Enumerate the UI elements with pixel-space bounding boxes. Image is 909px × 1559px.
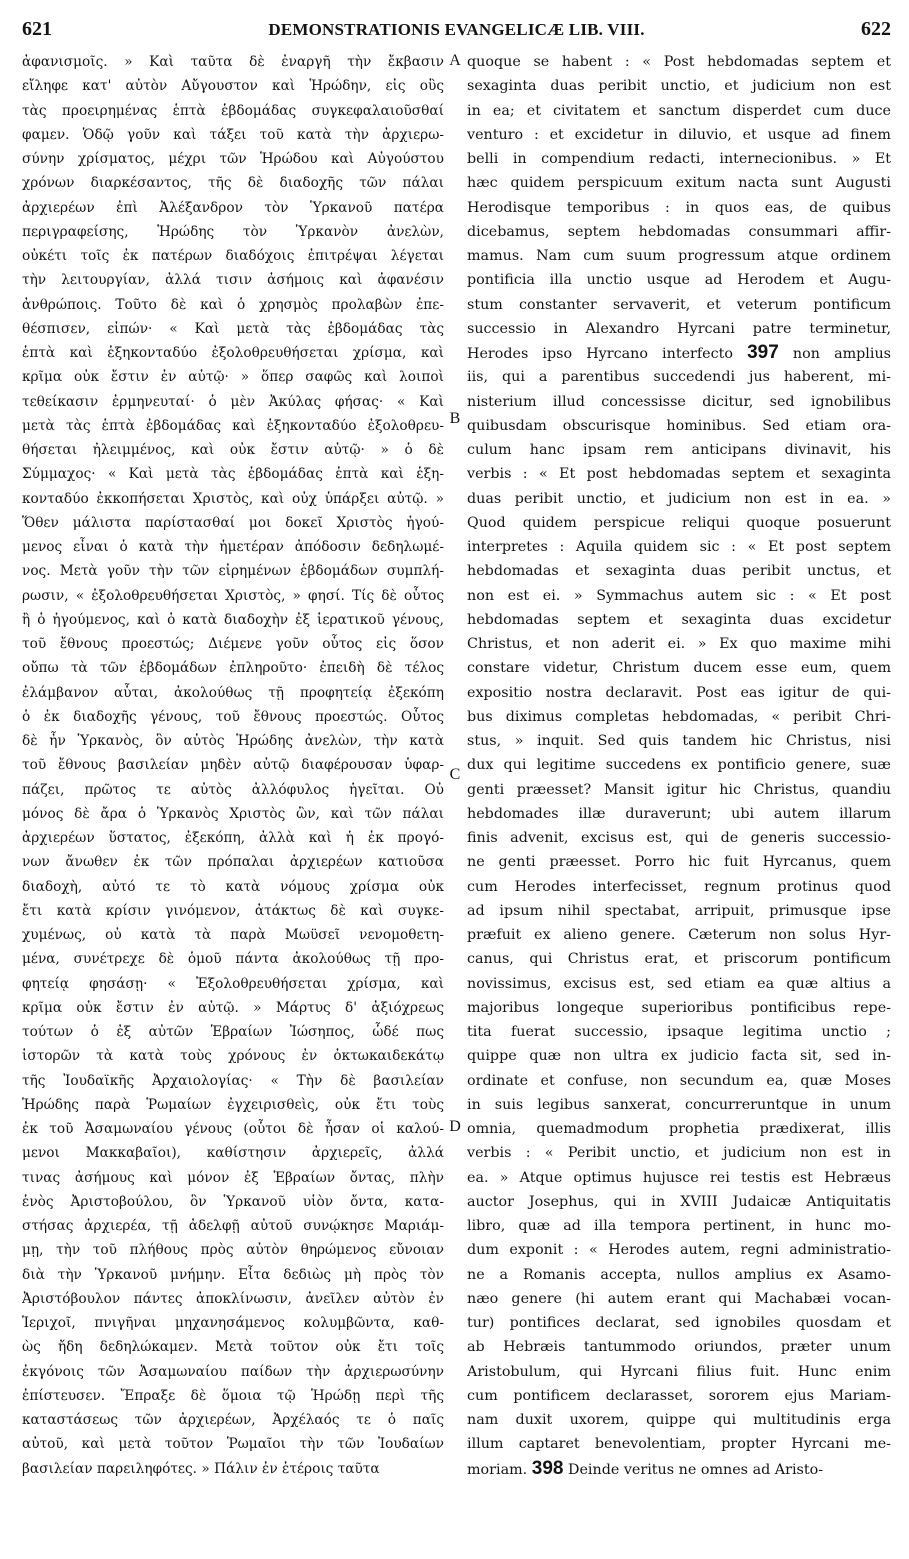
text-line: τεθείκασιν ἑρμηνευταί· ὁ μὲν Ἀκύλας φήσας· « Καὶ [22, 393, 444, 410]
text-line: χρόνων διαρκέσαντος, τῆς δὲ διαδοχῆς τῶν πάλαι [22, 175, 444, 192]
section-marker-b: B [449, 410, 461, 427]
edition-page-number: 397 [747, 342, 779, 363]
text-line: duas peribit unctio, et judicium non est in ea. » [467, 490, 891, 507]
text-line: ea. » Atque optimus hujusce rei testis est Hebræus [467, 1169, 891, 1186]
text-line: Ἀριστόβουλον πάντες ἀποκλίνωσιν, ἀνεῖλεν αὐτὸν ἐν [22, 1290, 444, 1307]
text-line: καταστάσεως τῶν ἀρχιερέων, Ἀρχέλαός τε ὁ παῖς [22, 1412, 444, 1428]
text-line: ἱστορῶν τὰ κατὰ τοὺς χρόνους ἐν ὀκτωκαιδεκάτῳ [22, 1048, 444, 1065]
text-line: illum captaret benevolentiam, propter Hyrcani me- [467, 1436, 891, 1453]
text-line: ordinate et confuse, non secundum ea, quæ Moses [467, 1072, 891, 1089]
text-line: bus diximus completas hebdomadas, « peribit Chri- [467, 708, 891, 725]
text-line [467, 341, 891, 365]
greek-column [22, 50, 444, 1481]
edition-page-number: 398 [531, 1457, 564, 1479]
text-line: φαμεν. Ὁδῷ γοῦν καὶ τάξει τοῦ κατὰ τὴν ἀρχιερω- [22, 126, 444, 143]
text-line: Herodisque temporibus : in quos eas, de quibus [467, 199, 891, 216]
text-line: nam duxit uxorem, quippe qui multitudinis erga [467, 1412, 891, 1428]
text-line: ἀνθρώποις. Τοῦτο δὲ καὶ ὁ χρησμὸς προλαβὼν ἐπε- [22, 296, 444, 313]
text-line: νων ἄνωθεν ἐκ τῶν πρόπαλαι ἀρχιερέων κατιοῦσα [22, 854, 444, 871]
page-header [22, 18, 891, 44]
text-line: cum pontificem declarasset, sororem ejus Mariam- [467, 1387, 891, 1404]
text-line: majoribus longeque superioribus pontificibus repe- [467, 999, 891, 1016]
text-line: ἀρχιερέων ἐπὶ Ἀλέξανδρον τὸν Ὑρκανοῦ πατέρα [22, 199, 444, 216]
text-line: στήσας ἀρχιερέα, τῇ ἀδελφῇ αὐτοῦ συνῴκησε Μαριάμ- [22, 1218, 444, 1234]
text-line: Quod quidem perspicue reliqui quoque posuerunt [467, 514, 891, 531]
text-line: hebdomadas septem et sexaginta duas excidetur [467, 611, 891, 628]
text-line: stus, » inquit. Sed quis tandem hic Christus, nisi [467, 733, 891, 749]
text-line: τινας ἀσήμους καὶ μόνον ἐξ Ἑβραίων ὄντας, πλὴν [22, 1169, 444, 1186]
text-line: venturo : et excidetur in diluvio, et usque ad finem [467, 126, 891, 143]
text-line: διαδοχὴ, αὐτό τε τὸ κατὰ νόμους χρίσμα οὐκ [22, 878, 444, 895]
text-line: hebdomadas et sexaginta duas peribit unctus, et [467, 563, 891, 580]
text-line: κρῖμα οὐκ ἔστιν ἐν αὐτῷ· » ὅπερ σαφῶς καὶ λοιποὶ [22, 369, 444, 386]
text-line: ὁ ἐκ διαδοχῆς γένους, τοῦ ἔθνους προεστώς. Οὗτος [22, 708, 444, 725]
text-line: θέσπισεν, εἰπών· « Καὶ μετὰ τὰς ἑβδομάδας τὰς [22, 320, 444, 337]
text-line: non est ei. » Symmachus autem sic : « Et post [467, 587, 891, 604]
text-line: auctor Josephus, qui in XVIII Judaicæ Antiquitatis [467, 1193, 891, 1210]
section-marker-d: D [449, 1118, 461, 1135]
text-line: in suis legibus sanxerat, concurreruntque in unum [467, 1096, 891, 1113]
text-line: τοῦ ἔθνους βασιλείαν μηδὲν αὐτῷ διαφέρουσαν ὑφαρ- [22, 757, 444, 774]
text-line: stum constanter servaverit, et veterum pontificum [467, 296, 891, 313]
text-line: hebdomades illæ duraverunt; ubi autem illarum [467, 805, 891, 822]
text-line: ne a Romanis accepta, nullos amplius ex Asamo- [467, 1266, 891, 1283]
text-line: ἔτι κατὰ κρίσιν γινόμενον, ἀτάκτως δὲ καὶ συγκε- [22, 902, 444, 919]
text-line: præfuit ex alieno genere. Cæterum non solus Hyr- [467, 927, 891, 943]
text-line: τὴν λειτουργίαν, ἀλλά τισιν ἀσήμοις καὶ ἀφανέσιν [22, 272, 444, 289]
text-line: μενοι Μακκαβαῖοι), καθίστησιν ἀρχιερεῖς, ἀλλά [22, 1145, 444, 1162]
running-title: DEMONSTRATIONIS EVANGELICÆ LIB. VIII. [268, 20, 645, 39]
text-line: δὲ ἦν Ὑρκανὸς, ὃν αὐτὸς Ἡρώδης ἀνελὼν, τὴν κατὰ [22, 733, 444, 749]
text-line: hæc quidem perspicuum exitum nacta sunt Augusti [467, 175, 891, 192]
text-line: ne genti præesset. Porro hic fuit Hyrcanus, quem [467, 854, 891, 871]
text-line: ad ipsum nihil spectabat, arripuit, primusque ipse [467, 902, 891, 919]
latin-column [467, 50, 891, 1481]
text-line: dum exponit : « Herodes autem, regni administratio- [467, 1242, 891, 1259]
text-line: quibusdam obscurisque hominibus. Sed etiam ora- [467, 417, 891, 434]
text-line: τούτων ὁ ἐξ αὐτῶν Ἑβραίων Ἰώσηπος, ὧδέ πως [22, 1024, 444, 1040]
text-fragment: moriam. [467, 1461, 532, 1478]
text-line: διὰ τὴν Ὑρκανοῦ μνήμην. Εἶτα δεδιὼς μὴ πρὸς τὸν [22, 1266, 444, 1283]
text-line: ἑνὸς Ἀριστοβούλου, ὃν Ὑρκανοῦ υἱὸν ὄντα, κατα- [22, 1193, 444, 1210]
text-fragment: non amplius [778, 346, 891, 362]
text-line: expositio nostra declaravit. Post eas igitur de qui- [467, 684, 891, 701]
text-line: σύνην χρίσματος, μέχρι τῶν Ἡρώδου καὶ Αὐγούστου [22, 151, 444, 167]
text-line: cum Herodes interfecisset, regnum protinus quod [467, 878, 891, 895]
text-line: νος. Μετὰ γοῦν τὴν τῶν εἰρημένων ἑβδομάδων συμπλή- [22, 563, 444, 580]
text-line: ἀρχιερέων ὕστατος, ἐξεκόπη, ἀλλὰ καὶ ἡ ἐκ προγό- [22, 830, 444, 846]
text-line: verbis : « Et post hebdomadas septem et sexaginta [467, 466, 891, 483]
text-fragment: Herodes ipso Hyrcano interfecto [467, 346, 748, 362]
text-line: ἀφανισμοῖς. » Καὶ ταῦτα δὲ ἐναργῆ τὴν ἔκβασιν [22, 54, 444, 70]
text-line: τοῦ ἔθνους προεστώς; Διέμενε γοῦν οὗτος εἰς ὅσον [22, 636, 444, 652]
text-line: in ea; et civitatem et sanctum disperdet cum duce [467, 102, 891, 119]
text-line: εἴληφε κατ' αὐτὸν Αὔγουστον καὶ Ἡρώδην, εἰς οὓς [22, 78, 444, 95]
text-line: successio in Alexandro Hyrcani patre terminetur, [467, 320, 891, 337]
text-line: interpretes : Aquila quidem sic : « Et post septem [467, 539, 891, 555]
text-line: ἢ ὁ ἡγούμενος, καὶ ὁ κατὰ διαδοχὴν ἐξ ἱερατικοῦ γένους, [22, 611, 444, 628]
text-line: Ἱεριχοῖ, πνιγῆναι μηχανησάμενος κολυμβῶντα, καθ- [22, 1315, 444, 1331]
text-line: novissimus, excisus est, sed etiam ea quæ altius a [467, 975, 891, 992]
text-line: dicebamus, septem hebdomadas consummari affir- [467, 223, 891, 240]
text-line: ἐπίστευσεν. Ἔπραξε δὲ ὅμοια τῷ Ἡρώδῃ περὶ τῆς [22, 1387, 444, 1404]
text-fragment: Deinde veritus ne omnes ad Aristo- [563, 1461, 824, 1478]
text-line: sexaginta duas peribit unctio, et judicium non est [467, 78, 891, 95]
text-line: μόνος δὲ ἄρα ὁ Ὑρκανὸς Χριστὸς ὢν, καὶ τῶν πάλαι [22, 805, 444, 822]
text-line: quippe quæ non ultra ex judicio facta sit, sed in- [467, 1048, 891, 1065]
text-line: ἐλάμβανον αὗται, ἀκολούθως τῇ προφητείᾳ ἐξεκόπη [22, 684, 444, 701]
text-line: ἐκ τοῦ Ἀσαμωναίου γένους (οὗτοι δὲ ἦσαν οἱ καλού- [22, 1121, 444, 1137]
text-line: Ἡρώδης παρὰ Ῥωμαίων ἐγχειρισθεὶς, οὐκ ἔτι τοὺς [22, 1096, 444, 1113]
text-line: omnia, quemadmodum prophetia prædixerat, illis [467, 1121, 891, 1137]
text-line: ρωσιν, « ἐξολοθρευθήσεται Χριστὸς, » φησί. Τίς δὲ οὗτος [22, 587, 444, 604]
text-line: χυμένως, οὐ κατὰ τὰ παρὰ Μωϋσεῖ νενομοθετη- [22, 927, 444, 943]
section-marker-a: A [449, 52, 461, 69]
text-line: finis advenit, excisus est, qui de generis successio- [467, 830, 891, 846]
text-line: τῆς Ἰουδαϊκῆς Ἀρχαιολογίας· « Τὴν δὲ βασιλείαν [22, 1072, 444, 1089]
text-line: culum hanc ipsam rem anticipans divinavit, his [467, 442, 891, 458]
text-line: μενος εἶναι ὁ κατὰ τὴν ἡμετέραν ἀπόδοσιν δεδηλωμέ- [22, 539, 444, 555]
text-line: næo genere (hi autem erant qui Machabæi vocan- [467, 1290, 891, 1307]
text-line: κονταδύο ἐκκοπήσεται Χριστὸς, καὶ οὐχ ὑπάρξει αὐτῷ. » [22, 490, 444, 507]
text-line: περιγραφείσης, Ἡρώδης τὸν Ὑρκανὸν ἀνελὼν, [22, 223, 444, 240]
text-line: Aristobulum, qui Hyrcani filius fuit. Hunc enim [467, 1363, 891, 1380]
text-line: αὐτοῦ, καὶ μετὰ τοῦτον Ῥωμαῖοι τὴν τῶν Ἰουδαίων [22, 1436, 444, 1453]
text-line: verbis : « Peribit unctio, et judicium non est in [467, 1145, 891, 1162]
text-line: ὼς ἤδη δεδηλώκαμεν. Μετὰ τοῦτον οὐκ ἔτι τοῖς [22, 1339, 444, 1356]
text-line: Σύμμαχος· « Καὶ μετὰ τὰς ἑβδομάδας ἑπτὰ καὶ ἑξη- [22, 466, 444, 483]
text-line: nisterium illud concessisse dicitur, sed ignobilibus [467, 393, 891, 410]
text-line: πάζει, πρῶτος τε αὐτὸς ἀλλόφυλος ἡγεῖται. Οὐ [22, 781, 444, 798]
text-line: ἐκγόνοις τῶν Ἀσαμωναίου παίδων τὴν ἀρχιερωσύνην [22, 1363, 444, 1380]
text-line: ἑπτὰ καὶ ἑξηκονταδύο ἐξολοθρευθήσεται χρίσμα, καὶ [22, 345, 444, 361]
section-marker-c: C [449, 766, 461, 783]
text-line: τὰς προειρημένας ἑπτὰ ἑβδομάδας συγκεφαλαιοῦσθαί [22, 102, 444, 119]
page-number-left: 621 [22, 18, 52, 40]
text-line: dux qui legitime succedens ex pontificio genere, suæ [467, 757, 891, 774]
text-line: libro, quæ ad illa tempora pertinent, in hunc mo- [467, 1218, 891, 1234]
text-line: ab Hebræis tantummodo oriundos, præter unum [467, 1339, 891, 1356]
text-line: μένα, συνέτρεχε δὲ ὁμοῦ πάντα ἀκολούθως τῇ προ- [22, 951, 444, 968]
text-line [467, 1457, 891, 1481]
text-line: οὔπω τὰ τῶν ἑβδομάδων ἐπληροῦτο· ἐπειδὴ δὲ τέλος [22, 660, 444, 677]
text-line: κρῖμα οὐκ ἔστιν ἐν αὐτῷ. » Μάρτυς δ' ἀξιόχρεως [22, 999, 444, 1016]
text-line: Ὅθεν μάλιστα παρίστασθαί μοι δοκεῖ Χριστὸς ἡγού- [22, 514, 444, 531]
text-line: μῃ, τὴν τοῦ πλήθους πρὸς αὐτὸν θηρώμενος εὔνοιαν [22, 1242, 444, 1259]
text-line: Christus, et non aderit ei. » Ex quo maxime mihi [467, 636, 891, 652]
text-line: quoque se habent : « Post hebdomadas septem et [467, 54, 891, 70]
text-line: canus, qui Christus erat, et priscorum pontificum [467, 951, 891, 968]
text-line: mamus. Nam cum suum progressum atque ordinem [467, 248, 891, 264]
page-number-right: 622 [861, 18, 891, 40]
text-line: βασιλείαν παρειληφότες. » Πάλιν ἐν ἑτέροις ταῦτα [22, 1460, 380, 1477]
text-line: iis, qui a parentibus succedendi jus haberent, mi- [467, 369, 891, 386]
text-line: οὐκέτι τοῖς ἐκ πατέρων διαδόχοις ἐπιτρέψαι λέγεται [22, 248, 444, 264]
text-line: θήσεται ἠλειμμένος, καὶ οὐκ ἔστιν αὐτῷ· » ὁ δὲ [22, 442, 444, 458]
text-line: genti præesset? Mansit igitur hic Christus, quandiu [467, 781, 891, 798]
text-line: μετὰ τὰς ἑπτὰ ἑβδομάδας καὶ ἑξηκονταδύο ἐξολοθρευ- [22, 417, 444, 434]
text-line: tur) pontifices declarat, sed ignobiles quosdam et [467, 1315, 891, 1331]
text-line: φητείᾳ φησάσῃ· « Ἐξολοθρευθήσεται χρίσμα, καὶ [22, 975, 444, 992]
text-line: constare videtur, Christum ducem esse eum, quem [467, 660, 891, 677]
text-line: pontificia illa unctio usque ad Herodem et Augu- [467, 272, 891, 289]
text-line: belli in compendium redacti, internecionibus. » Et [467, 151, 891, 167]
text-line: tita fuerat successio, ipsaque legitima unctio ; [467, 1024, 891, 1040]
